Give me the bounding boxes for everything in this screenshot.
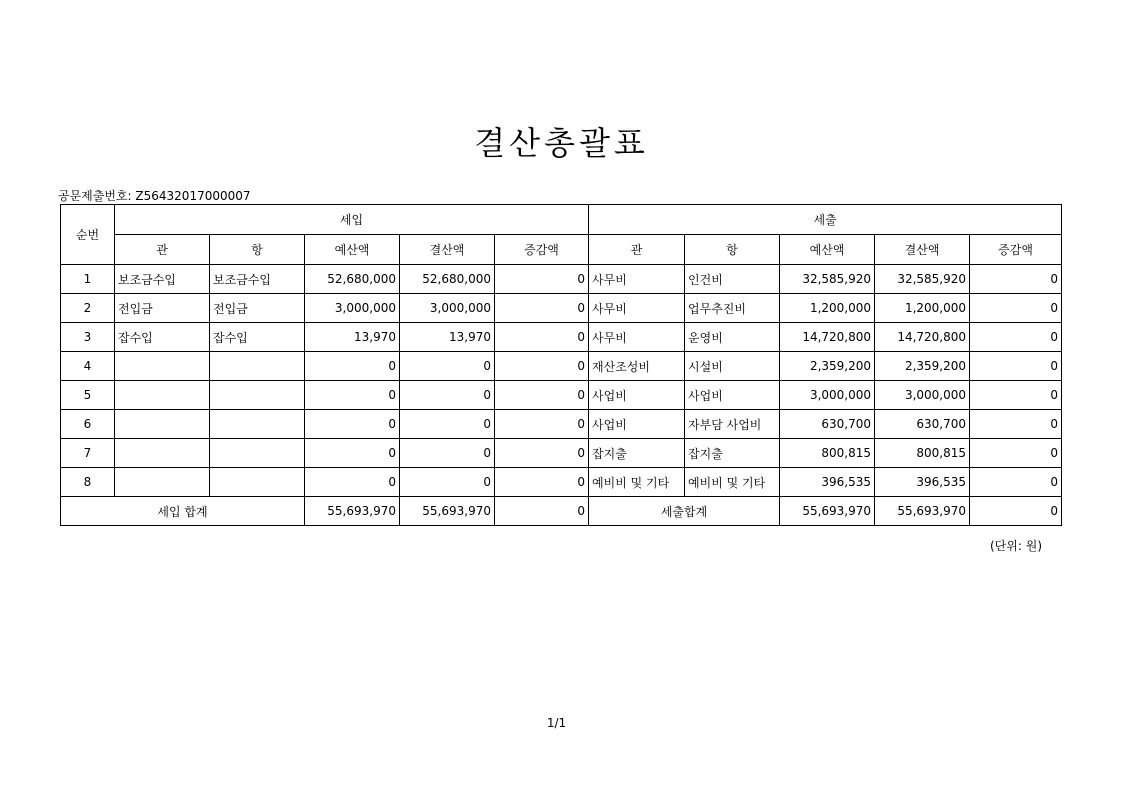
- cell-rev-diff: 0: [495, 439, 589, 468]
- cell-seq: 8: [61, 468, 115, 497]
- cell-exp-hang: 예비비 및 기타: [685, 468, 780, 497]
- cell-exp-diff: 0: [970, 439, 1062, 468]
- header-rev-hang: 항: [210, 235, 305, 265]
- cell-seq: 7: [61, 439, 115, 468]
- cell-exp-diff: 0: [970, 468, 1062, 497]
- cell-exp-gwan: 사업비: [589, 381, 685, 410]
- table-row: [61, 352, 1062, 381]
- cell-exp-settle: 1,200,000: [875, 294, 970, 323]
- cell-rev-hang: 잡수입: [210, 323, 305, 352]
- cell-rev-diff: 0: [495, 323, 589, 352]
- cell-exp-settle: 800,815: [875, 439, 970, 468]
- page-number: 1/1: [546, 716, 567, 730]
- header-rev-diff: 증감액: [495, 235, 589, 265]
- cell-rev-gwan: 전입금: [115, 294, 210, 323]
- cell-exp-budget: 32,585,920: [780, 265, 875, 294]
- total-row: [61, 497, 1062, 526]
- cell-exp-hang: 사업비: [685, 381, 780, 410]
- cell-rev-settle: 0: [400, 439, 495, 468]
- header-expense: 세출: [589, 205, 1062, 235]
- cell-rev-hang: [210, 352, 305, 381]
- header-row-columns: [61, 235, 1062, 265]
- cell-exp-hang: 잡지출: [685, 439, 780, 468]
- total-rev-settle: 55,693,970: [400, 497, 495, 526]
- document-number: 공문제출번호: Z56432017000007: [58, 189, 251, 203]
- cell-rev-budget: 0: [305, 410, 400, 439]
- cell-exp-budget: 2,359,200: [780, 352, 875, 381]
- cell-rev-gwan: [115, 410, 210, 439]
- cell-rev-gwan: [115, 352, 210, 381]
- header-exp-hang: 항: [685, 235, 780, 265]
- cell-rev-budget: 0: [305, 439, 400, 468]
- cell-rev-settle: 3,000,000: [400, 294, 495, 323]
- cell-rev-gwan: [115, 381, 210, 410]
- cell-exp-settle: 396,535: [875, 468, 970, 497]
- cell-exp-gwan: 사무비: [589, 323, 685, 352]
- cell-rev-hang: [210, 381, 305, 410]
- cell-rev-gwan: [115, 468, 210, 497]
- cell-exp-gwan: 사무비: [589, 265, 685, 294]
- cell-exp-diff: 0: [970, 381, 1062, 410]
- table-row: [61, 294, 1062, 323]
- cell-exp-budget: 1,200,000: [780, 294, 875, 323]
- total-exp-diff: 0: [970, 497, 1062, 526]
- header-rev-budget: 예산액: [305, 235, 400, 265]
- cell-rev-diff: 0: [495, 468, 589, 497]
- cell-rev-budget: 0: [305, 468, 400, 497]
- page-title: 결산총괄표: [474, 124, 649, 162]
- settlement-summary-table: [60, 204, 1062, 526]
- cell-exp-budget: 800,815: [780, 439, 875, 468]
- cell-exp-settle: 14,720,800: [875, 323, 970, 352]
- total-exp-budget: 55,693,970: [780, 497, 875, 526]
- cell-exp-hang: 업무추진비: [685, 294, 780, 323]
- cell-rev-budget: 0: [305, 352, 400, 381]
- cell-rev-diff: 0: [495, 352, 589, 381]
- table-row: [61, 439, 1062, 468]
- cell-exp-diff: 0: [970, 352, 1062, 381]
- total-exp-label: 세출합계: [589, 497, 780, 526]
- table-row: [61, 265, 1062, 294]
- cell-exp-budget: 14,720,800: [780, 323, 875, 352]
- cell-rev-hang: 전입금: [210, 294, 305, 323]
- cell-rev-budget: 0: [305, 381, 400, 410]
- cell-exp-diff: 0: [970, 323, 1062, 352]
- header-exp-budget: 예산액: [780, 235, 875, 265]
- cell-rev-gwan: 잡수입: [115, 323, 210, 352]
- cell-rev-settle: 0: [400, 468, 495, 497]
- header-revenue: 세입: [115, 205, 589, 235]
- cell-seq: 5: [61, 381, 115, 410]
- cell-rev-budget: 13,970: [305, 323, 400, 352]
- cell-exp-budget: 630,700: [780, 410, 875, 439]
- table-row: [61, 323, 1062, 352]
- cell-exp-settle: 630,700: [875, 410, 970, 439]
- cell-seq: 3: [61, 323, 115, 352]
- cell-rev-diff: 0: [495, 294, 589, 323]
- cell-exp-gwan: 사무비: [589, 294, 685, 323]
- cell-rev-gwan: 보조금수입: [115, 265, 210, 294]
- cell-seq: 2: [61, 294, 115, 323]
- cell-rev-hang: [210, 468, 305, 497]
- cell-rev-settle: 52,680,000: [400, 265, 495, 294]
- cell-rev-diff: 0: [495, 381, 589, 410]
- cell-exp-gwan: 사업비: [589, 410, 685, 439]
- cell-seq: 4: [61, 352, 115, 381]
- cell-exp-budget: 3,000,000: [780, 381, 875, 410]
- cell-exp-gwan: 잡지출: [589, 439, 685, 468]
- total-rev-label: 세입 합계: [61, 497, 305, 526]
- header-seq: 순번: [61, 205, 115, 265]
- header-exp-gwan: 관: [589, 235, 685, 265]
- total-rev-diff: 0: [495, 497, 589, 526]
- cell-rev-settle: 0: [400, 410, 495, 439]
- cell-exp-diff: 0: [970, 410, 1062, 439]
- cell-rev-diff: 0: [495, 265, 589, 294]
- cell-rev-budget: 3,000,000: [305, 294, 400, 323]
- cell-exp-diff: 0: [970, 294, 1062, 323]
- unit-note: (단위: 원): [990, 539, 1042, 553]
- header-exp-settle: 결산액: [875, 235, 970, 265]
- header-row-groups: [61, 205, 1062, 235]
- cell-exp-gwan: 재산조성비: [589, 352, 685, 381]
- cell-exp-diff: 0: [970, 265, 1062, 294]
- cell-rev-diff: 0: [495, 410, 589, 439]
- cell-exp-budget: 396,535: [780, 468, 875, 497]
- cell-rev-hang: [210, 410, 305, 439]
- header-exp-diff: 증감액: [970, 235, 1062, 265]
- table-row: [61, 381, 1062, 410]
- table-row: [61, 410, 1062, 439]
- cell-rev-hang: [210, 439, 305, 468]
- cell-rev-gwan: [115, 439, 210, 468]
- cell-exp-settle: 3,000,000: [875, 381, 970, 410]
- cell-rev-settle: 0: [400, 381, 495, 410]
- header-rev-settle: 결산액: [400, 235, 495, 265]
- cell-rev-settle: 0: [400, 352, 495, 381]
- cell-seq: 1: [61, 265, 115, 294]
- header-rev-gwan: 관: [115, 235, 210, 265]
- cell-seq: 6: [61, 410, 115, 439]
- cell-exp-hang: 시설비: [685, 352, 780, 381]
- cell-rev-settle: 13,970: [400, 323, 495, 352]
- cell-exp-gwan: 예비비 및 기타: [589, 468, 685, 497]
- table-row: [61, 468, 1062, 497]
- cell-rev-hang: 보조금수입: [210, 265, 305, 294]
- cell-rev-budget: 52,680,000: [305, 265, 400, 294]
- cell-exp-hang: 자부담 사업비: [685, 410, 780, 439]
- total-exp-settle: 55,693,970: [875, 497, 970, 526]
- cell-exp-settle: 32,585,920: [875, 265, 970, 294]
- total-rev-budget: 55,693,970: [305, 497, 400, 526]
- cell-exp-hang: 운영비: [685, 323, 780, 352]
- cell-exp-hang: 인건비: [685, 265, 780, 294]
- cell-exp-settle: 2,359,200: [875, 352, 970, 381]
